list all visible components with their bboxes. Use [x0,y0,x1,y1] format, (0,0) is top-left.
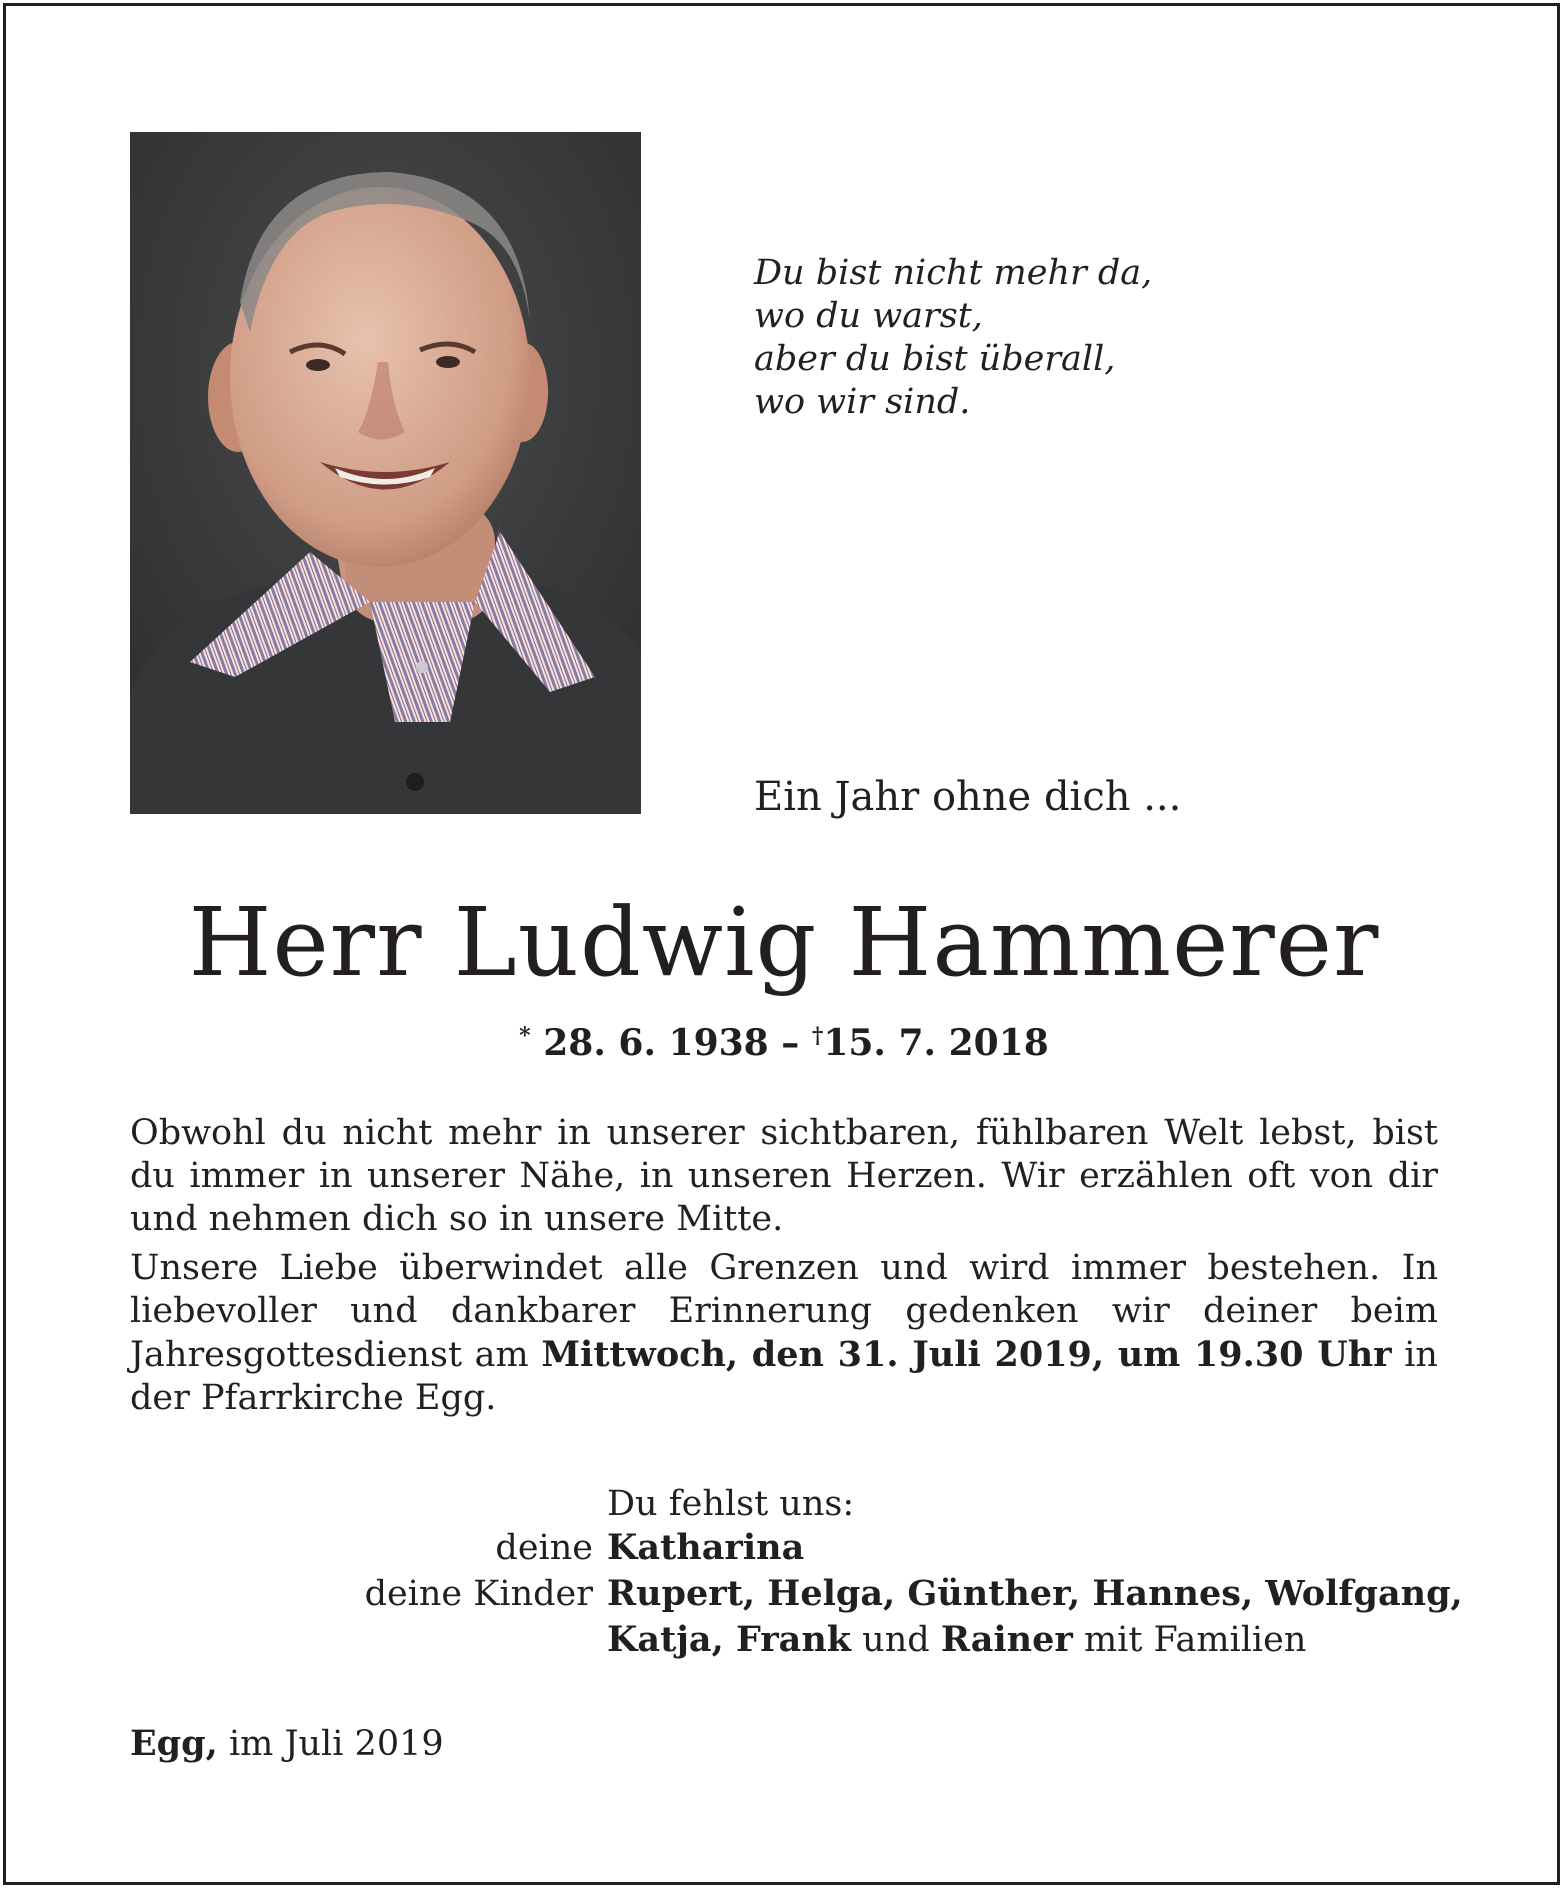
wife-name-text: Katharina [607,1527,805,1568]
death-symbol: † [811,1023,824,1049]
children-und: und [862,1620,930,1660]
children-katja-frank: Katja, Frank [607,1619,852,1660]
poem-line: Du bist nicht mehr da, [754,253,1153,293]
wife-name [607,1526,804,1570]
birth-symbol: * [519,1023,531,1049]
children-line1-text: Rupert, Helga, Günther, Hannes, Wolfgang, [607,1573,1463,1614]
date-separator: – [781,1022,800,1064]
body-paragraph-1: Obwohl du nicht mehr in unserer sichtbaren, fühlbaren Welt lebst, bist du immer in unserer Nähe, in unseren Herzen. Wir erzählen oft von dir und nehmen dich so in unsere Mitte. [130,1113,1438,1239]
closing-place-date [130,1722,444,1766]
children-names-line1 [607,1572,1463,1616]
poem-line: aber du bist überall, [754,339,1116,379]
portrait-illustration [130,132,641,814]
life-dates [0,1014,1568,1065]
children-rainer: Rainer [940,1619,1073,1660]
service-datetime: Mittwoch, den 31. Juli 2019, um 19.30 Uhr [541,1334,1392,1375]
portrait-photo [130,132,641,814]
body-paragraph-2 [130,1247,1438,1420]
poem-line: wo du warst, [754,296,983,336]
deceased-name: Herr Ludwig Hammerer [188,888,1380,998]
closing-date: im Juli 2019 [228,1724,444,1764]
paragraph2-start: Unsere Liebe überwindet alle Grenzen und wird immer bestehen. In liebevoller und dankbarer Erinnerung gedenken wir deiner beim Jahresgottesdienst am [130,1248,1438,1375]
obituary-body [130,1112,1438,1426]
paragraph2-end: in der Pfarrkirche Egg. [130,1335,1438,1418]
mourners-heading: Du fehlst uns: [607,1484,855,1524]
children-label: deine Kinder [364,1574,593,1614]
death-date: 15. 7. 2018 [823,1022,1049,1064]
children-suffix: mit Familien [1083,1620,1307,1660]
children-names-line2 [607,1618,1306,1662]
closing-place: Egg, [130,1723,218,1764]
memorial-poem [754,252,1152,424]
intro-text: Ein Jahr ohne dich ... [754,774,1182,820]
poem-line: wo wir sind. [754,382,971,422]
birth-date: 28. 6. 1938 [543,1022,769,1064]
wife-label: deine [495,1528,593,1568]
